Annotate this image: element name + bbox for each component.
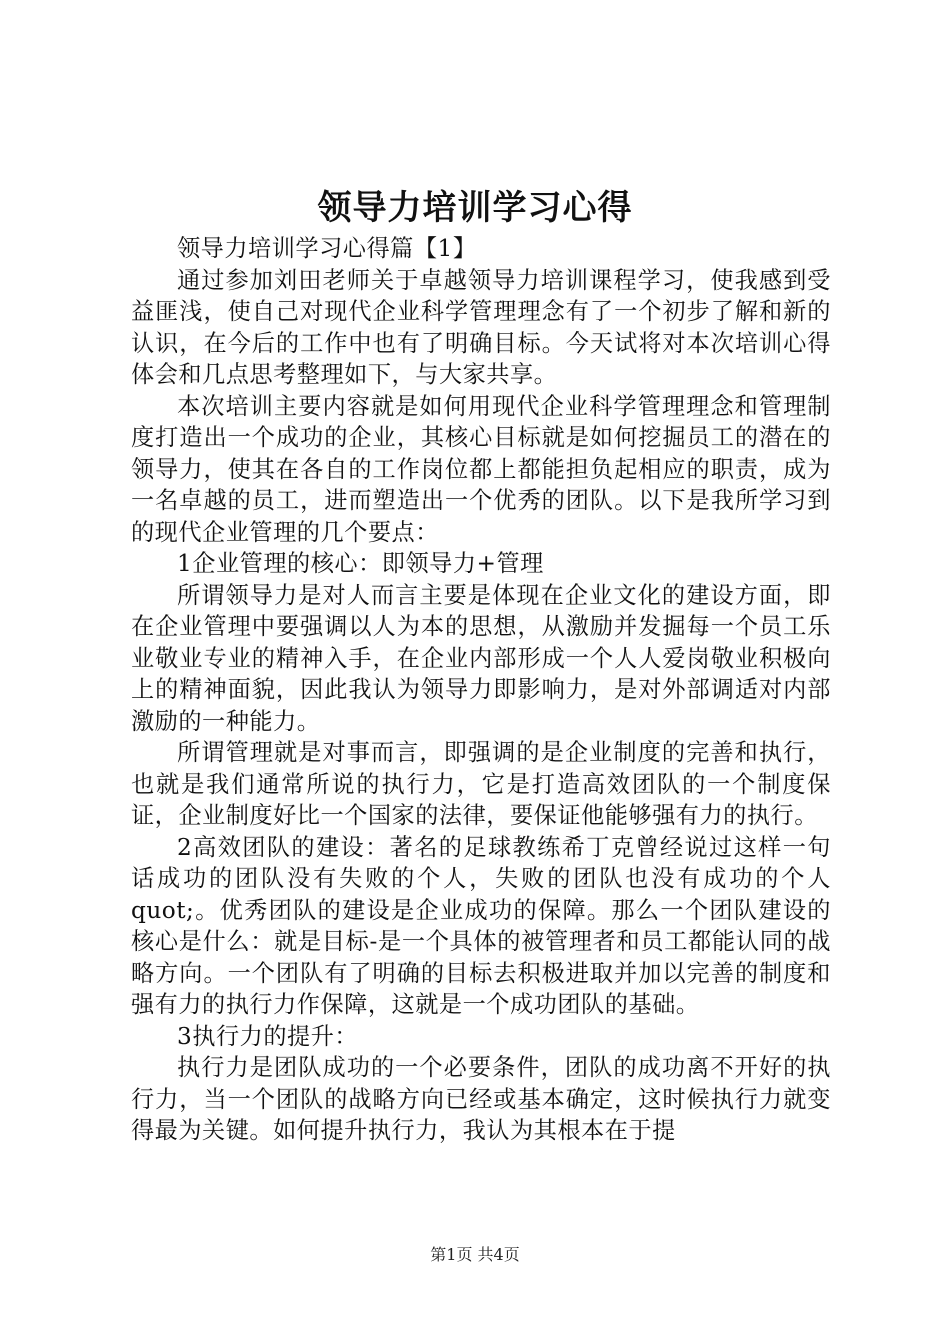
point-heading: 3执行力的提升： bbox=[177, 1022, 359, 1050]
point-heading: 1企业管理的核心：即领导力+管理 bbox=[177, 550, 544, 577]
paragraph: 执行力是团队成功的一个必要条件，团队的成功离不开好的执行力，当一个团队的战略方向已经或基本确定，这时候执行力就变得最为关键。如何提升执行力，我认为其根本在于提 bbox=[131, 1054, 831, 1144]
page-number-footer: 第1页 共4页 bbox=[430, 1245, 520, 1264]
section-heading: 领导力培训学习心得篇【1】 bbox=[177, 235, 477, 262]
paragraph: 通过参加刘田老师关于卓越领导力培训课程学习，使我感到受益匪浅，使自己对现代企业科学管理理念有了一个初步了解和新的认识，在今后的工作中也有了明确目标。今天试将对本次培训心得体会和几点思考整理如下，与大家共享。 bbox=[131, 266, 831, 388]
paragraph: 本次培训主要内容就是如何用现代企业科学管理理念和管理制度打造出一个成功的企业，其核心目标就是如何挖掘员工的潜在的领导力，使其在各自的工作岗位都上都能担负起相应的职责，成为一名卓越的员工，进而塑造出一个优秀的团队。以下是我所学习到的现代企业管理的几个要点： bbox=[131, 392, 831, 546]
document-title: 领导力培训学习心得 bbox=[317, 188, 633, 228]
paragraph: 所谓领导力是对人而言主要是体现在企业文化的建设方面，即在企业管理中要强调以人为本的思想，从激励并发掘每一个员工乐业敬业专业的精神入手，在企业内部形成一个人人爱岗敬业积极向上的精神面貌，因此我认为领导力即影响力，是对外部调适对内部激励的一种能力。 bbox=[131, 581, 831, 735]
document-body bbox=[131, 233, 831, 1147]
paragraph: 2高效团队的建设：著名的足球教练希丁克曾经说过这样一句话成功的团队没有失败的个人，失败的团队也没有成功的个人quot;。优秀团队的建设是企业成功的保障。那么一个团队建设的核心是什么：就是目标-是一个具体的被管理者和员工都能认同的战略方向。一个团队有了明确的目标去积极进取并加以完善的制度和强有力的执行力作保障，这就是一个成功团队的基础。 bbox=[131, 833, 831, 1018]
paragraph: 所谓管理就是对事而言，即强调的是企业制度的完善和执行，也就是我们通常所说的执行力，它是打造高效团队的一个制度保证，企业制度好比一个国家的法律，要保证他能够强有力的执行。 bbox=[131, 739, 831, 829]
